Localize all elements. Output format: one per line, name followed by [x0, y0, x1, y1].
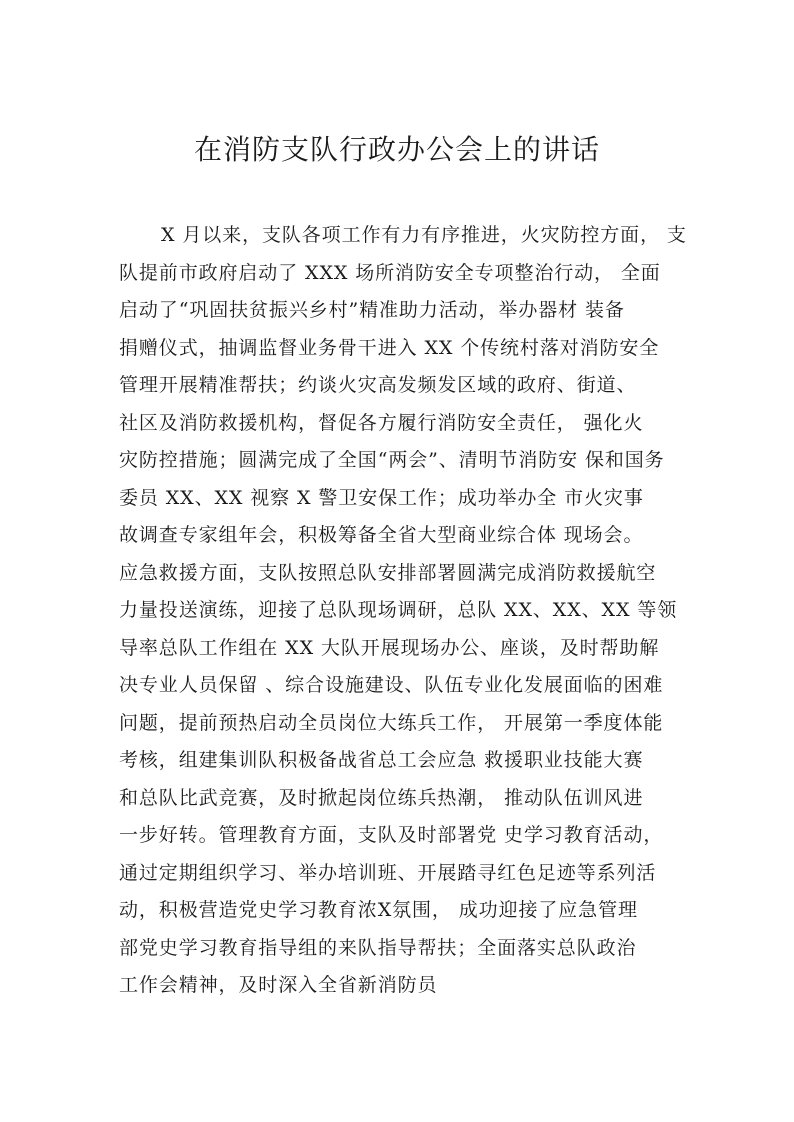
document-title: 在消防支队行政办公会上的讲话: [193, 133, 600, 166]
body-line: 启动了“巩固扶贫振兴乡村”精准助力活动，举办器材 装备: [119, 299, 625, 321]
body-line: 社区及消防救援机构，督促各方履行消防安全责任， 强化火: [119, 411, 644, 434]
body-line: 导率总队工作组在 XX 大队开展现场办公、座谈，及时帮助解: [119, 636, 660, 659]
body-line: 捐赠仪式，抽调监督业务骨干进入 XX 个传统村落对消防安全: [119, 336, 660, 359]
body-line: 管理开展精准帮扶；约谈火灾高发频发区域的政府、街道、: [119, 374, 637, 396]
body-line: 委员 XX、XX 视察 X 警卫安保工作；成功举办全 市火灾事: [119, 486, 644, 509]
document-body: [119, 217, 699, 1005]
body-line: 和总队比武竞赛，及时掀起岗位练兵热潮， 推动队伍训风进: [119, 786, 644, 809]
body-line: 力量投送演练，迎接了总队现场调研，总队 XX、XX、XX 等领: [119, 599, 678, 621]
body-line: X 月以来，支队各项工作有力有序推进，火灾防控方面， 支: [161, 224, 687, 246]
body-line: 灾防控措施；圆满完成了全国“两会”、清明节消防安 保和国务: [119, 449, 665, 471]
body-line: 应急救援方面，支队按照总队安排部署圆满完成消防救援航空: [119, 561, 657, 584]
body-line: 动，积极营造党史学习教育浓X氛围， 成功迎接了应急管理: [119, 899, 638, 921]
body-line: 问题，提前预热启动全员岗位大练兵工作， 开展第一季度体能: [119, 711, 664, 734]
body-line: 故调查专家组年会，积极筹备全省大型商业综合体 现场会。: [119, 524, 644, 546]
body-line: 部党史学习教育指导组的来队指导帮扶；全面落实总队政治: [119, 936, 637, 959]
body-line: 考核，组建集训队积极备战省总工会应急 救援职业技能大赛: [119, 749, 644, 771]
body-line: 决专业人员保留 、综合设施建设、队伍专业化发展面临的困难: [119, 674, 664, 696]
body-line: 队提前市政府启动了 XXX 场所消防安全专项整治行动， 全面: [119, 261, 661, 284]
body-line: 一步好转。管理教育方面，支队及时部署党 史学习教育活动，: [119, 824, 664, 846]
body-line: 工作会精神，及时深入全省新消防员: [119, 974, 438, 996]
body-line: 通过定期组织学习、举办培训班、开展踏寻红色足迹等系列活: [119, 861, 657, 884]
